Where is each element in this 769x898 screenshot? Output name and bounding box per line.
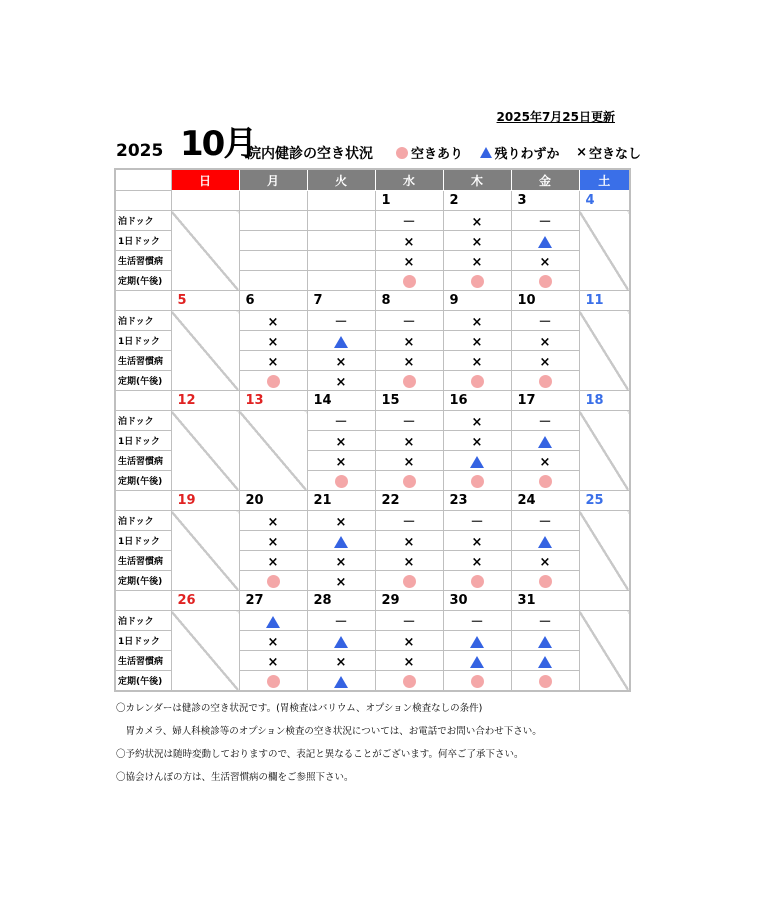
status-cell (511, 211, 579, 231)
status-cell (239, 271, 307, 291)
course-label: 定期(午後) (115, 571, 171, 591)
status-cell (375, 571, 443, 591)
few-triangle-icon (480, 147, 492, 158)
status-cell (375, 551, 443, 571)
status-cell (375, 331, 443, 351)
status-cell (443, 431, 511, 451)
status-cell (307, 271, 375, 291)
status-cell (443, 411, 511, 431)
status-cell (375, 271, 443, 291)
cross-icon: × (471, 335, 483, 350)
status-cell (443, 551, 511, 571)
cross-icon: × (267, 555, 279, 570)
status-cell (511, 351, 579, 371)
day-number (307, 191, 375, 211)
cross-icon: × (335, 375, 347, 390)
status-cell (375, 231, 443, 251)
dash-icon: － (538, 615, 552, 630)
closed-day-cell (579, 611, 630, 692)
status-cell (239, 531, 307, 551)
status-cell (239, 551, 307, 571)
day-number: 7 (307, 291, 375, 311)
status-cell (375, 411, 443, 431)
status-cell (375, 431, 443, 451)
month-label: 10月 (180, 124, 256, 164)
course-label: 泊ドック (115, 411, 171, 431)
status-cell (443, 471, 511, 491)
triangle-icon (334, 676, 348, 688)
status-cell (239, 351, 307, 371)
course-label: 泊ドック (115, 511, 171, 531)
status-cell (239, 671, 307, 692)
status-cell (307, 511, 375, 531)
cross-icon: × (403, 635, 415, 650)
weekday-thu: 木 (443, 169, 511, 191)
cross-icon: × (403, 235, 415, 250)
course-label: 定期(午後) (115, 371, 171, 391)
triangle-icon (334, 536, 348, 548)
status-cell (239, 651, 307, 671)
closed-day-cell (171, 411, 239, 491)
status-cell (375, 611, 443, 631)
dash-icon: － (402, 415, 416, 430)
cross-icon: × (403, 435, 415, 450)
triangle-icon (538, 436, 552, 448)
status-cell (307, 531, 375, 551)
status-cell (307, 651, 375, 671)
day-number: 3 (511, 191, 579, 211)
cross-icon: × (539, 355, 551, 370)
status-cell (307, 251, 375, 271)
status-cell (443, 671, 511, 692)
triangle-icon (470, 456, 484, 468)
status-cell (375, 451, 443, 471)
day-number: 8 (375, 291, 443, 311)
day-number (171, 191, 239, 211)
circle-icon (267, 675, 280, 688)
status-cell (307, 631, 375, 651)
cross-icon: × (539, 455, 551, 470)
status-cell (443, 351, 511, 371)
status-cell (511, 631, 579, 651)
circle-icon (403, 475, 416, 488)
status-cell (511, 371, 579, 391)
status-cell (511, 271, 579, 291)
status-cell (239, 311, 307, 331)
day-number: 21 (307, 491, 375, 511)
status-cell (375, 531, 443, 551)
note-3: 〇予約状況は随時変動しておりますので、表記と異なることがございます。何卒ご了承下さい。 (116, 749, 524, 760)
status-cell (307, 671, 375, 692)
legend (396, 143, 641, 162)
legend-few: 残りわずか (494, 147, 560, 162)
status-cell (239, 331, 307, 351)
date-row-label (115, 491, 171, 511)
legend-available: 空きあり (411, 147, 464, 162)
cross-icon: × (471, 435, 483, 450)
status-cell (239, 371, 307, 391)
cross-icon: × (539, 255, 551, 270)
status-cell (307, 551, 375, 571)
day-number: 9 (443, 291, 511, 311)
course-label: 定期(午後) (115, 271, 171, 291)
date-row (115, 491, 630, 511)
status-cell (375, 371, 443, 391)
circle-icon (403, 375, 416, 388)
course-label: 1日ドック (115, 531, 171, 551)
closed-day-cell (579, 511, 630, 591)
circle-icon (471, 275, 484, 288)
note-1: 〇カレンダーは健診の空き状況です。(胃検査はバリウム、オプション検査なしの条件) (116, 703, 483, 714)
status-cell (239, 231, 307, 251)
day-number: 26 (171, 591, 239, 611)
dash-icon: － (402, 215, 416, 230)
cross-icon: × (267, 535, 279, 550)
day-number: 27 (239, 591, 307, 611)
course-label: 泊ドック (115, 611, 171, 631)
dash-icon: － (402, 615, 416, 630)
circle-icon (403, 575, 416, 588)
status-cell (511, 651, 579, 671)
day-number: 1 (375, 191, 443, 211)
none-cross-icon: × (576, 145, 587, 160)
year-label: 2025 (116, 141, 164, 161)
closed-day-cell (171, 211, 239, 291)
cross-icon: × (267, 355, 279, 370)
day-number: 2 (443, 191, 511, 211)
triangle-icon (538, 656, 552, 668)
weekday-wed: 水 (375, 169, 443, 191)
status-cell (307, 571, 375, 591)
day-number: 17 (511, 391, 579, 411)
status-cell (443, 651, 511, 671)
dash-icon: － (334, 315, 348, 330)
status-cell (375, 671, 443, 692)
course-label: 1日ドック (115, 431, 171, 451)
triangle-icon (538, 636, 552, 648)
triangle-icon (334, 336, 348, 348)
status-cell (375, 631, 443, 651)
day-number: 12 (171, 391, 239, 411)
status-cell (239, 631, 307, 651)
cross-icon: × (335, 515, 347, 530)
day-number: 14 (307, 391, 375, 411)
weekday-mon: 月 (239, 169, 307, 191)
status-cell (307, 211, 375, 231)
day-number: 29 (375, 591, 443, 611)
status-cell (511, 231, 579, 251)
circle-icon (471, 575, 484, 588)
status-cell (307, 471, 375, 491)
circle-icon (471, 375, 484, 388)
status-cell (443, 211, 511, 231)
course-label: 定期(午後) (115, 471, 171, 491)
cross-icon: × (335, 555, 347, 570)
dash-icon: － (334, 615, 348, 630)
status-cell (307, 231, 375, 251)
status-cell (307, 331, 375, 351)
course-label: 生活習慣病 (115, 251, 171, 271)
cross-icon: × (267, 315, 279, 330)
status-cell (375, 511, 443, 531)
status-cell (443, 311, 511, 331)
day-number: 11 (579, 291, 630, 311)
cross-icon: × (471, 555, 483, 570)
cross-icon: × (471, 315, 483, 330)
course-label: 泊ドック (115, 311, 171, 331)
cross-icon: × (471, 235, 483, 250)
triangle-icon (538, 536, 552, 548)
course-label: 1日ドック (115, 631, 171, 651)
status-cell (307, 351, 375, 371)
course-label: 泊ドック (115, 211, 171, 231)
date-row (115, 591, 630, 611)
status-cell (307, 431, 375, 451)
closed-day-cell (579, 311, 630, 391)
course-label: 生活習慣病 (115, 351, 171, 371)
updated-date: 2025年7月25日更新 (496, 110, 615, 124)
cross-icon: × (335, 655, 347, 670)
status-cell (443, 251, 511, 271)
cross-icon: × (403, 455, 415, 470)
day-number: 15 (375, 391, 443, 411)
status-cell (443, 631, 511, 651)
circle-icon (539, 375, 552, 388)
cross-icon: × (403, 355, 415, 370)
status-row (115, 211, 630, 231)
cross-icon: × (403, 335, 415, 350)
day-number: 18 (579, 391, 630, 411)
dash-icon: － (470, 515, 484, 530)
course-label: 定期(午後) (115, 671, 171, 692)
closed-day-cell (239, 411, 307, 491)
day-number: 4 (579, 191, 630, 211)
status-cell (511, 411, 579, 431)
cross-icon: × (267, 655, 279, 670)
circle-icon (539, 675, 552, 688)
status-cell (443, 611, 511, 631)
date-row (115, 391, 630, 411)
circle-icon (539, 275, 552, 288)
status-cell (307, 611, 375, 631)
day-number: 13 (239, 391, 307, 411)
date-row-label (115, 591, 171, 611)
status-cell (239, 251, 307, 271)
day-number: 28 (307, 591, 375, 611)
course-label: 生活習慣病 (115, 551, 171, 571)
status-cell (375, 211, 443, 231)
status-cell (307, 451, 375, 471)
status-cell (511, 611, 579, 631)
day-number: 24 (511, 491, 579, 511)
circle-icon (403, 275, 416, 288)
course-label: 1日ドック (115, 231, 171, 251)
available-circle-icon (396, 147, 408, 159)
closed-day-cell (171, 311, 239, 391)
status-cell (443, 271, 511, 291)
status-cell (511, 311, 579, 331)
dash-icon: － (538, 415, 552, 430)
calendar-title-bar (116, 124, 642, 165)
weekday-sat: 土 (579, 169, 630, 191)
date-row (115, 291, 630, 311)
triangle-icon (470, 636, 484, 648)
note-2: 胃カメラ、婦人科検診等のオプション検査の空き状況については、お電話でお問い合わせ下さい。 (116, 726, 542, 737)
status-cell (511, 431, 579, 451)
day-number: 19 (171, 491, 239, 511)
day-number: 31 (511, 591, 579, 611)
triangle-icon (334, 636, 348, 648)
notes (116, 703, 542, 795)
page-title: 院内健診の空き状況 (247, 146, 373, 162)
circle-icon (539, 575, 552, 588)
status-cell (307, 411, 375, 431)
day-number: 30 (443, 591, 511, 611)
status-cell (443, 451, 511, 471)
date-row-label (115, 191, 171, 211)
cross-icon: × (471, 415, 483, 430)
circle-icon (267, 575, 280, 588)
status-cell (375, 251, 443, 271)
status-cell (443, 371, 511, 391)
dash-icon: － (538, 515, 552, 530)
status-row (115, 311, 630, 331)
status-cell (239, 611, 307, 631)
triangle-icon (538, 236, 552, 248)
circle-icon (539, 475, 552, 488)
cross-icon: × (403, 555, 415, 570)
dash-icon: － (334, 415, 348, 430)
day-number (239, 191, 307, 211)
cross-icon: × (471, 355, 483, 370)
cross-icon: × (471, 255, 483, 270)
day-number (579, 591, 630, 611)
circle-icon (403, 675, 416, 688)
weekday-tue: 火 (307, 169, 375, 191)
date-row (115, 191, 630, 211)
cross-icon: × (539, 555, 551, 570)
status-cell (375, 351, 443, 371)
circle-icon (471, 675, 484, 688)
circle-icon (267, 375, 280, 388)
status-cell (511, 251, 579, 271)
cross-icon: × (267, 635, 279, 650)
status-cell (239, 511, 307, 531)
status-cell (375, 651, 443, 671)
cross-icon: × (471, 535, 483, 550)
dash-icon: － (402, 515, 416, 530)
cross-icon: × (335, 355, 347, 370)
status-row (115, 411, 630, 431)
status-cell (443, 571, 511, 591)
day-number: 6 (239, 291, 307, 311)
circle-icon (335, 475, 348, 488)
status-cell (239, 211, 307, 231)
date-row-label (115, 291, 171, 311)
course-label: 生活習慣病 (115, 651, 171, 671)
header-corner (115, 169, 171, 191)
day-number: 25 (579, 491, 630, 511)
status-cell (307, 311, 375, 331)
status-row (115, 611, 630, 631)
day-number: 5 (171, 291, 239, 311)
triangle-icon (470, 656, 484, 668)
closed-day-cell (579, 411, 630, 491)
closed-day-cell (171, 611, 239, 692)
cross-icon: × (335, 575, 347, 590)
dash-icon: － (402, 315, 416, 330)
status-cell (511, 331, 579, 351)
availability-calendar (114, 168, 631, 692)
day-number: 20 (239, 491, 307, 511)
status-cell (511, 571, 579, 591)
status-cell (443, 511, 511, 531)
day-number: 16 (443, 391, 511, 411)
status-cell (511, 671, 579, 692)
closed-day-cell (579, 211, 630, 291)
cross-icon: × (335, 435, 347, 450)
date-row-label (115, 391, 171, 411)
course-label: 生活習慣病 (115, 451, 171, 471)
course-label: 1日ドック (115, 331, 171, 351)
status-cell (511, 551, 579, 571)
weekday-header-row (115, 169, 630, 191)
day-number: 23 (443, 491, 511, 511)
weekday-fri: 金 (511, 169, 579, 191)
weekday-sun: 日 (171, 169, 239, 191)
status-cell (443, 231, 511, 251)
cross-icon: × (539, 335, 551, 350)
dash-icon: － (470, 615, 484, 630)
status-cell (375, 471, 443, 491)
day-number: 10 (511, 291, 579, 311)
status-cell (511, 471, 579, 491)
status-cell (443, 331, 511, 351)
status-row (115, 511, 630, 531)
triangle-icon (266, 616, 280, 628)
day-number: 22 (375, 491, 443, 511)
cross-icon: × (335, 455, 347, 470)
dash-icon: － (538, 215, 552, 230)
closed-day-cell (171, 511, 239, 591)
cross-icon: × (403, 535, 415, 550)
cross-icon: × (267, 335, 279, 350)
status-cell (239, 571, 307, 591)
status-cell (511, 531, 579, 551)
dash-icon: － (538, 315, 552, 330)
status-cell (511, 511, 579, 531)
status-cell (307, 371, 375, 391)
circle-icon (471, 475, 484, 488)
cross-icon: × (403, 655, 415, 670)
legend-none: 空きなし (589, 147, 642, 162)
status-cell (511, 451, 579, 471)
cross-icon: × (267, 515, 279, 530)
note-4: 〇協会けんぽの方は、生活習慣病の欄をご参照下さい。 (116, 772, 354, 783)
status-cell (375, 311, 443, 331)
cross-icon: × (471, 215, 483, 230)
status-cell (443, 531, 511, 551)
cross-icon: × (403, 255, 415, 270)
